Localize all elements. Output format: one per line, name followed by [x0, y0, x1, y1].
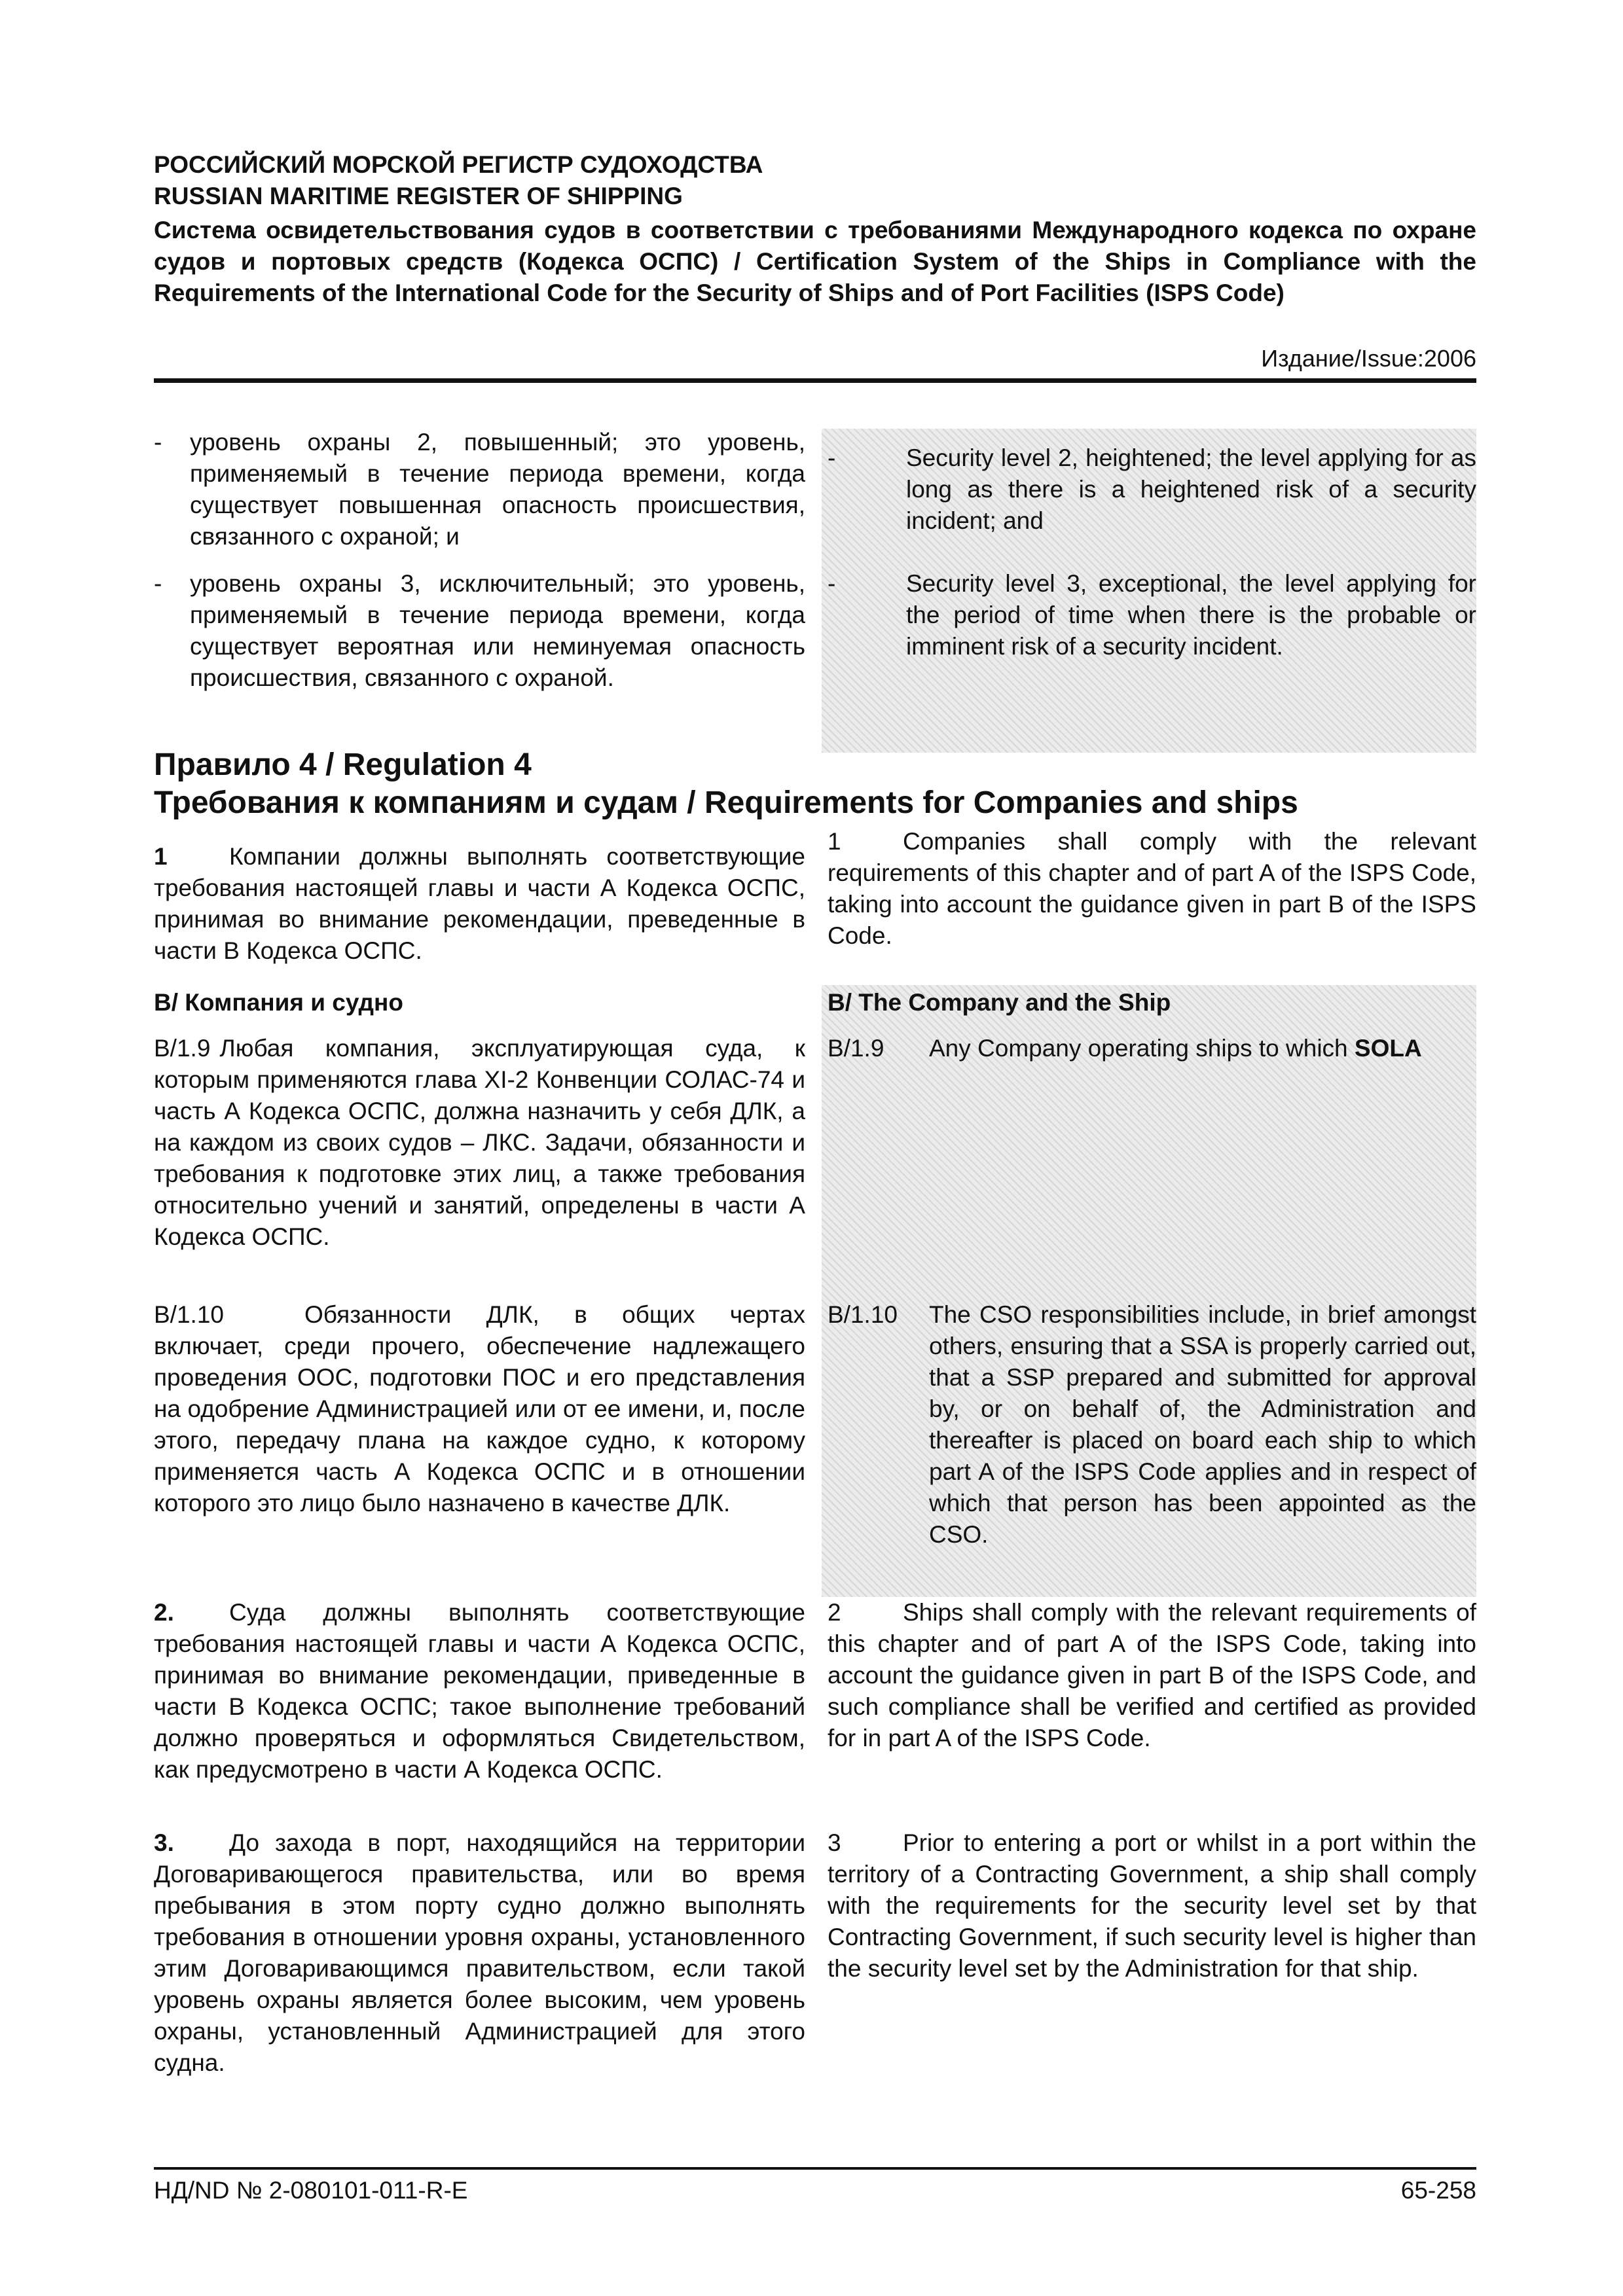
header-rule	[154, 378, 1476, 383]
org-name-en: RUSSIAN MARITIME REGISTER OF SHIPPING	[154, 183, 683, 209]
para-label: B/1.9	[828, 1035, 884, 1062]
para-label: В/1.10	[154, 1301, 224, 1328]
para3-en: 3 Prior to entering a port or whilst in a port within the territory of a Contracting Government, a ship shall comply with the requirements for the security level set by that Contracting Government, if such security level is higher than the security level set by the Administration for that ship.	[828, 1827, 1476, 1984]
page-number: 65-258	[1400, 2177, 1476, 2204]
b1-9-ru: В/1.9 Любая компания, эксплуатирующая суда, к которым применяются глава XI-2 Конвенции СОЛАС-74 и часть А Кодекса ОСПС, должна назначить у себя ДЛК, а на каждом из своих судов – ЛКС. Задачи, обязанности и требования к подготовке этих лиц, а также требования относительно учений и занятий, определены в части А Кодекса ОСПС.	[154, 1033, 805, 1253]
section-b-title-ru: В/ Компания и судно	[154, 989, 403, 1016]
para-number: 2	[828, 1599, 841, 1626]
para-number: 1	[154, 843, 168, 870]
para-number: 2.	[154, 1599, 174, 1626]
b1-10-ru: В/1.10 Обязанности ДЛК, в общих чертах включает, среди прочего, обеспечение надлежащего проведения ООС, подготовки ПОС и его представления на одобрение Администрацией или от ее имени, и, после этого, передачу плана на каждое судно, к которому применяется часть А Кодекса ОСПС и в отношении которого это лицо было назначено в качестве ДЛК.	[154, 1299, 805, 1519]
para-label: B/1.10	[828, 1301, 898, 1328]
para1-ru: 1 Компании должны выполнять соответствующие требования настоящей главы и части А Кодекса ОСПС, принимая во внимание рекомендации, преведенные в части В Кодекса ОСПС.	[154, 841, 805, 967]
system-title: Система освидетельствования судов в соответствии с требованиями Международного кодекса по охране судов и портовых средств (Кодекса ОСПС) / Certification System of the Ships in Compliance with the Requirements of the International Code for the Security of Ships and of Port Facilities (ISPS Code)	[154, 217, 1476, 306]
list-item: - Security level 2, heightened; the level applying for as long as there is a heightened risk of a security incident; and	[828, 444, 1476, 534]
list-item: - уровень охраны 3, исключительный; это уровень, применяемый в течение периода времени, когда существует вероятная или неминуемая опасность происшествия, связанного с охраной.	[154, 570, 805, 691]
para-number: 1	[828, 828, 841, 855]
org-name-ru: РОССИЙСКИЙ МОРСКОЙ РЕГИСТР СУДОХОДСТВА	[154, 151, 763, 178]
levels-ru	[154, 427, 805, 709]
para-number: 3.	[154, 1829, 174, 1856]
para-label: В/1.9	[154, 1035, 211, 1062]
list-item: - уровень охраны 2, повышенный; это уровень, применяемый в течение периода времени, когда существует повышенная опасность происшествия, связанного с охраной; и	[154, 429, 805, 550]
para2-en: 2 Ships shall comply with the relevant requirements of this chapter and of part A of the ISPS Code, taking into account the guidance given in part B of the ISPS Code, and such compliance shall be verified and certified as provided for in part A of the ISPS Code.	[828, 1597, 1476, 1754]
section-b-title-en: B/ The Company and the Ship	[828, 989, 1171, 1016]
regulation-title: Правило 4 / Regulation 4	[154, 747, 532, 782]
levels-en	[828, 442, 1476, 678]
truncated-text: SOLA	[1354, 1035, 1422, 1062]
b1-10-en: B/1.10 The CSO responsibilities include, in brief amongst others, ensuring that a SSA is properly carried out, that a SSP prepared and submitted for approval by, or on behalf of, the Administration and thereafter is placed on board each ship to which part A of the ISPS Code applies and in respect of which that person has been appointed as the CSO.	[828, 1299, 1476, 1551]
para1-en: 1 Companies shall comply with the relevant requirements of this chapter and of part A of the ISPS Code, taking into account the guidance given in part B of the ISPS Code.	[828, 826, 1476, 952]
regulation-subtitle: Требования к компаниям и судам / Requirements for Companies and ships	[154, 785, 1298, 820]
para3-ru: 3. До захода в порт, находящийся на территории Договаривающегося правительства, или во время пребывания в этом порту судно должно выполнять требования в отношении уровня охраны, установленного этим Договаривающимся правительством, если такой уровень охраны является более высоким, чем уровень охраны, установленный Администрацией для этого судна.	[154, 1827, 805, 2079]
para2-ru: 2. Суда должны выполнять соответствующие требования настоящей главы и части А Кодекса ОСПС, принимая во внимание рекомендации, приведенные в части В Кодекса ОСПС; такое выполнение требований должно проверяться и оформляться Свидетельством, как предусмотрено в части А Кодекса ОСПС.	[154, 1597, 805, 1785]
document-header	[154, 149, 1476, 212]
b1-9-en: B/1.9 Any Company operating ships to which SOLA	[828, 1033, 1476, 1064]
para-number: 3	[828, 1829, 841, 1856]
footer-rule	[154, 2167, 1476, 2170]
document-number: НД/ND № 2-080101-011-R-E	[154, 2177, 468, 2204]
issue-label: Издание/Issue:2006	[1261, 345, 1476, 372]
list-item: - Security level 3, exceptional, the level applying for the period of time when there is the probable or imminent risk of a security incident.	[828, 570, 1476, 660]
